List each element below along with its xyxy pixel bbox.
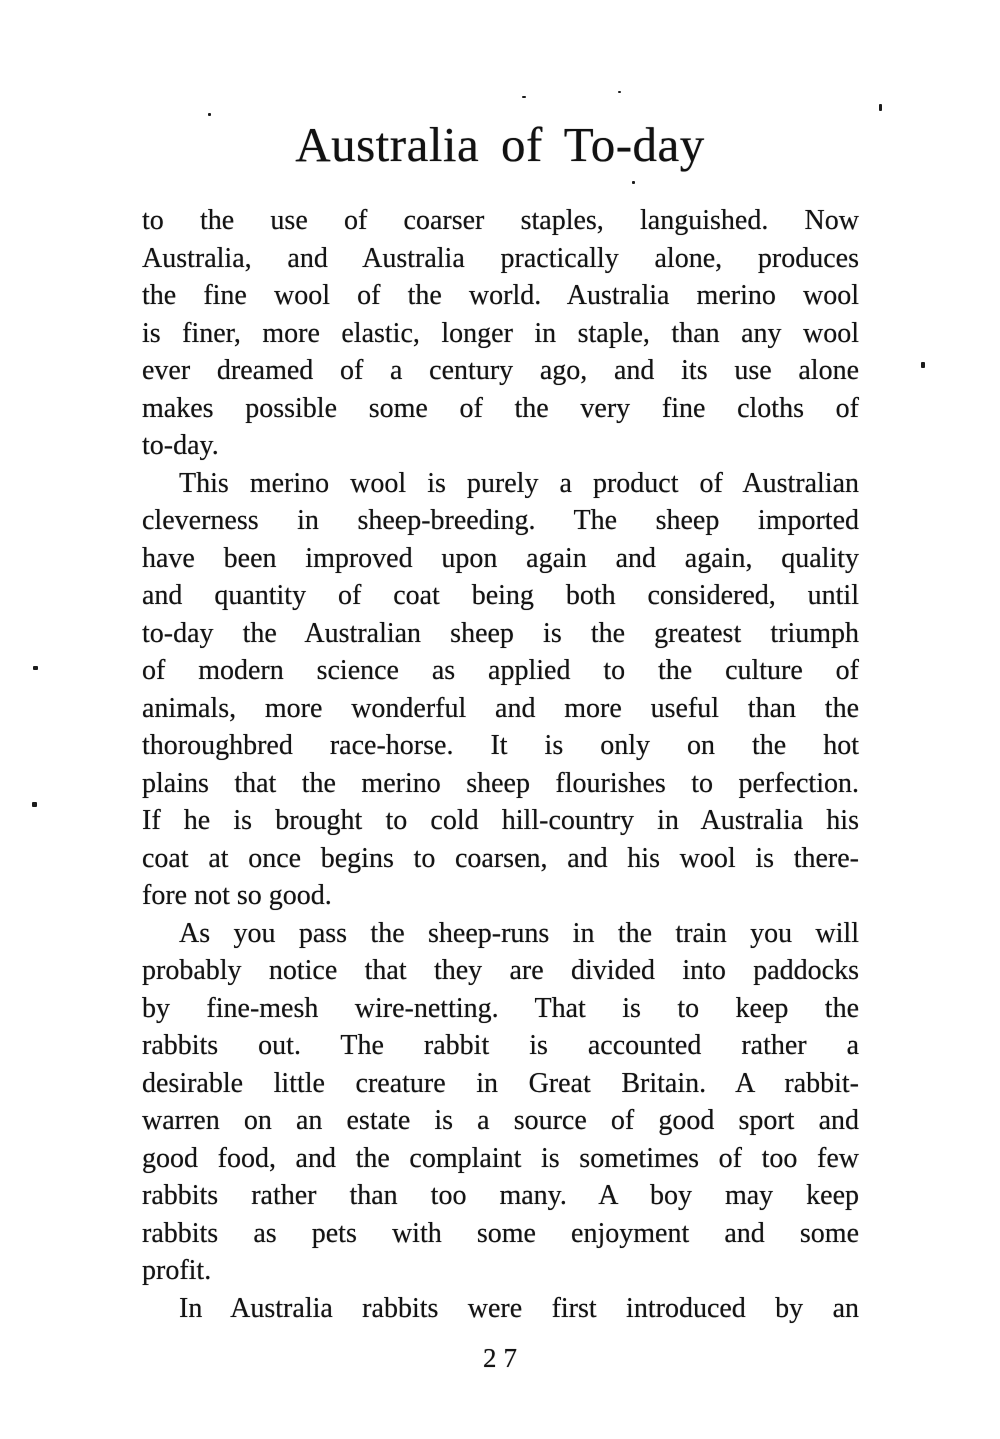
text-line: by fine-mesh wire-netting. That is to keep the (142, 992, 859, 1024)
page-title: Australia of To-day (295, 117, 705, 172)
text-line: In Australia rabbits were first introduced by an (179, 1292, 859, 1324)
scan-speck (618, 91, 621, 93)
text-line: This merino wool is purely a product of Australian (179, 467, 859, 499)
text-line: to the use of coarser staples, languished. Now (142, 205, 859, 236)
text-line: ever dreamed of a century ago, and its use alone (142, 355, 859, 386)
paragraph (142, 465, 859, 915)
text-line: cleverness in sheep-breeding. The sheep imported (142, 505, 859, 536)
text-line: of modern science as applied to the culture of (142, 655, 859, 686)
text-line: to-day the Australian sheep is the greatest triumph (142, 617, 859, 649)
text-line: good food, and the complaint is sometimes of too few (142, 1142, 859, 1174)
paragraph (142, 202, 859, 465)
text-line: and quantity of coat being both considered, until (142, 580, 859, 611)
scan-speck (208, 113, 211, 116)
text-line: rabbits as pets with some enjoyment and some (142, 1217, 859, 1249)
body-text (142, 202, 859, 1327)
text-line: profit. (142, 1255, 212, 1286)
text-line: Australia, and Australia practically alone, produces (142, 242, 859, 274)
text-line: is finer, more elastic, longer in staple, than any wool (142, 317, 859, 349)
text-line: plains that the merino sheep flourishes to perfection. (142, 767, 859, 799)
text-line: desirable little creature in Great Britain. A rabbit- (142, 1067, 859, 1099)
text-line: to-day. (142, 430, 219, 461)
text-line: thoroughbred race-horse. It is only on the hot (142, 730, 859, 761)
text-line: If he is brought to cold hill-country in Australia his (142, 805, 859, 836)
scan-speck (522, 96, 526, 98)
scan-speck (879, 104, 882, 111)
text-line: rabbits out. The rabbit is accounted rather a (142, 1030, 859, 1061)
text-line: have been improved upon again and again, quality (142, 542, 859, 574)
text-line: As you pass the sheep-runs in the train you will (179, 917, 859, 949)
text-line: the fine wool of the world. Australia merino wool (142, 280, 859, 311)
text-line: coat at once begins to coarsen, and his wool is there- (142, 842, 859, 874)
text-line: fore not so good. (142, 880, 332, 911)
text-line: probably notice that they are divided into paddocks (142, 955, 859, 986)
paragraph (142, 1290, 859, 1328)
text-line: animals, more wonderful and more useful than the (142, 692, 859, 724)
paragraph (142, 915, 859, 1290)
text-line: warren on an estate is a source of good sport and (142, 1105, 859, 1136)
scan-speck (32, 802, 37, 807)
scan-speck (33, 666, 38, 670)
text-line: makes possible some of the very fine cloths of (142, 392, 859, 424)
scan-speck (921, 362, 925, 368)
page-number: 27 (483, 1343, 524, 1373)
text-line: rabbits rather than too many. A boy may keep (142, 1180, 859, 1211)
scan-speck (632, 181, 635, 184)
